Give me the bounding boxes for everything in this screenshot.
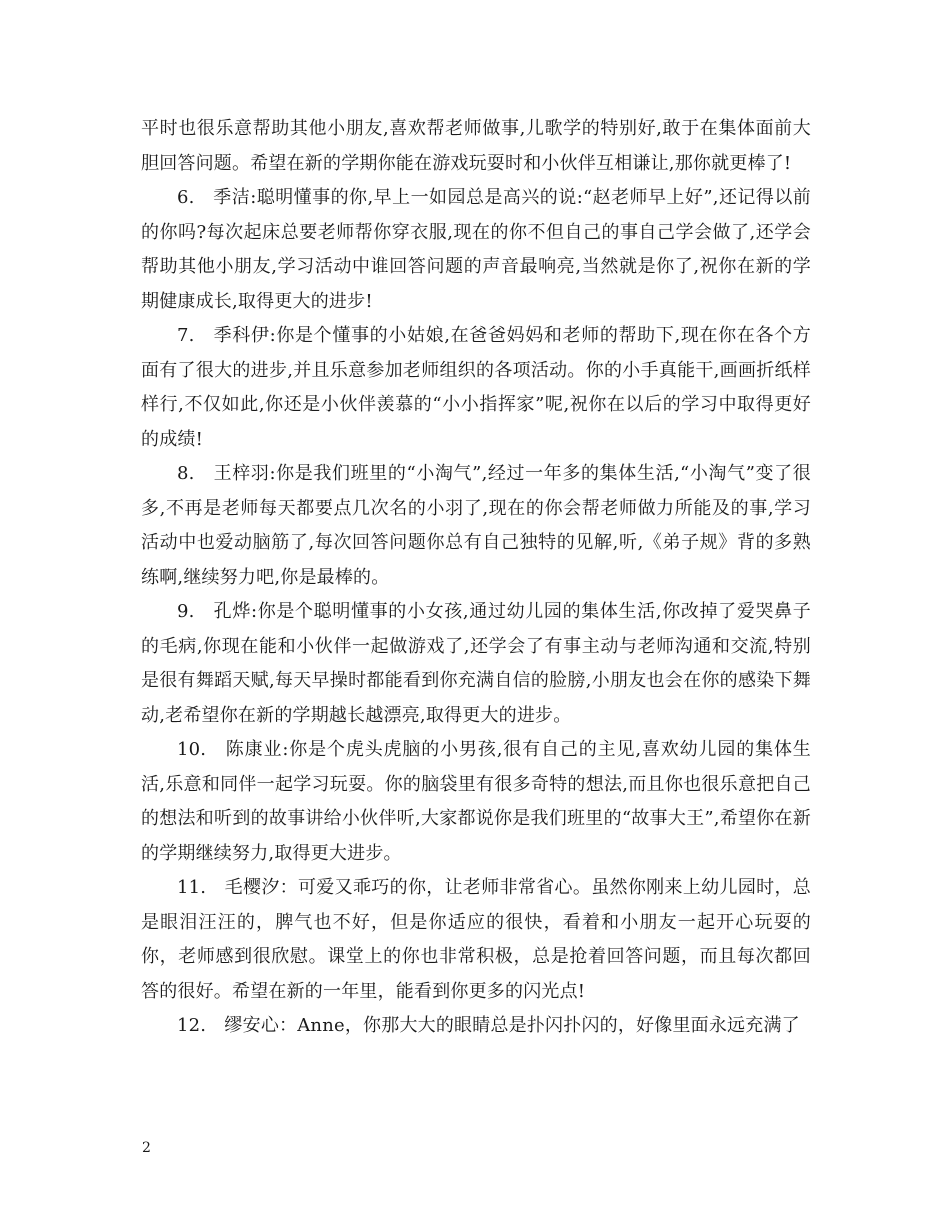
paragraph-comment-6: 6. 季洁:聪明懂事的你,早上一如园总是高兴的说:“赵老师早上好”,还记得以前的你吗?每次起床总要老师帮你穿衣服,现在的你不但自己的事自己学会做了,还学会帮助其他小朋友,学习活动中谁回答问题的声音最响亮,当然就是你了,祝你在新的学期健康成长,取得更大的进步! [141,187,811,312]
paragraph-comment-9: 9. 孔烨:你是个聪明懂事的小女孩,通过幼儿园的集体生活,你改掉了爱哭鼻子的毛病,你现在能和小伙伴一起做游戏了,还学会了有事主动与老师沟通和交流,特别是很有舞蹈天赋,每天早操时都能看到你充满自信的脸膀,小朋友也会在你的感染下舞动,老希望你在新的学期越长越漂亮,取得更大的进步。 [141,601,811,726]
paragraph-comment-10: 10. 陈康业:你是个虎头虎脑的小男孩,很有自己的主见,喜欢幼儿园的集体生活,乐意和同伴一起学习玩耍。你的脑袋里有很多奇特的想法,而且你也很乐意把自己的想法和听到的故事讲给小伙伴听,大家都说你是我们班里的“故事大王”,希望你在新的学期继续努力,取得更大进步。 [141,739,811,864]
paragraph-continuation: 平时也很乐意帮助其他小朋友,喜欢帮老师做事,儿歌学的特别好,敢于在集体面前大胆回答问题。希望在新的学期你能在游戏玩耍时和小伙伴互相谦让,那你就更棒了! [141,118,811,174]
document-body [141,112,811,1044]
paragraph-comment-8: 8. 王梓羽:你是我们班里的“小淘气”,经过一年多的集体生活,“小淘气”变了很多,不再是老师每天都要点几次名的小羽了,现在的你会帮老师做力所能及的事,学习活动中也爱动脑筋了,每次回答问题你总有自己独特的见解,听,《弟子规》背的多熟练啊,继续努力吧,你是最棒的。 [141,463,811,588]
paragraph-comment-11: 11. 毛樱汐：可爱又乖巧的你，让老师非常省心。虽然你刚来上幼儿园时，总是眼泪汪汪的，脾气也不好，但是你适应的很快，看着和小朋友一起开心玩耍的你，老师感到很欣慰。课堂上的你也非常积极，总是抢着回答问题，而且每次都回答的很好。希望在新的一年里，能看到你更多的闪光点! [141,877,811,1002]
paragraph-comment-7: 7. 季科伊:你是个懂事的小姑娘,在爸爸妈妈和老师的帮助下,现在你在各个方面有了很大的进步,并且乐意参加老师组织的各项活动。你的小手真能干,画画折纸样样行,不仅如此,你还是小伙伴羡慕的“小小指挥家”呢,祝你在以后的学习中取得更好的成绩! [141,325,811,450]
page-number: 2 [142,1140,151,1156]
paragraph-comment-12: 12. 缪安心：Anne，你那大大的眼睛总是扑闪扑闪的，好像里面永远充满了 [177,1015,800,1036]
